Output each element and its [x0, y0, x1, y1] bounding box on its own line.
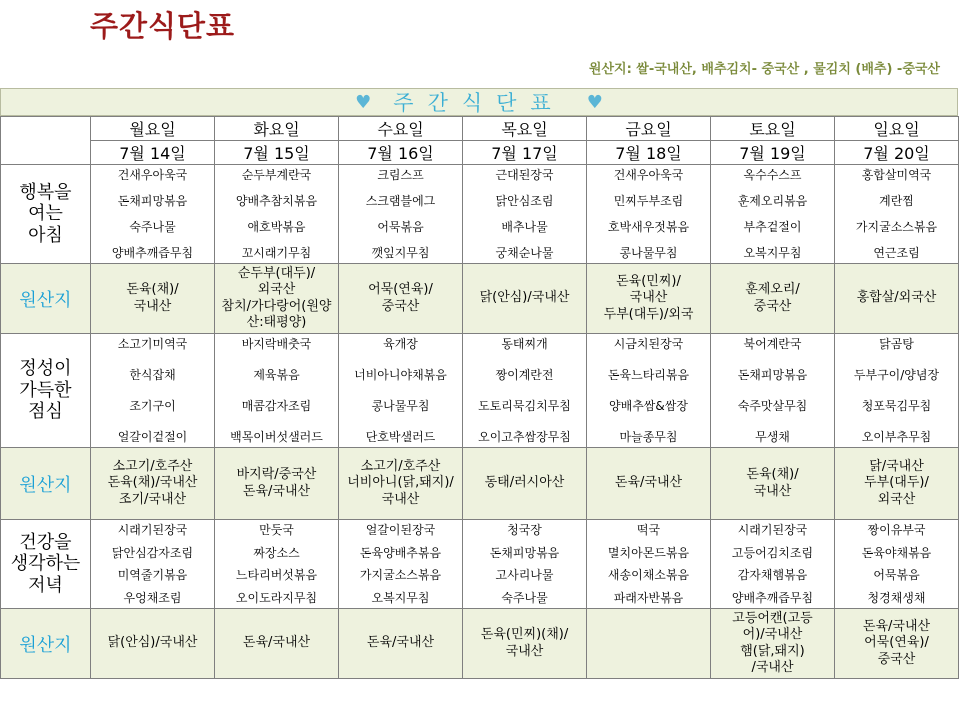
- menu-item: 느타리버섯볶음: [235, 568, 318, 583]
- date-header: 7월 20일: [835, 141, 959, 165]
- menu-list: [463, 334, 586, 447]
- menu-list: [339, 165, 462, 263]
- origin-cell: [835, 264, 959, 334]
- day-header: 금요일: [587, 117, 711, 141]
- origin-line: 참치/가다랑어(원양: [221, 298, 332, 314]
- menu-item: 홍합살미역국: [861, 168, 932, 182]
- menu-list: [91, 165, 214, 263]
- origin-cell: [587, 264, 711, 334]
- origin-cell: [215, 264, 339, 334]
- origin-cell: [835, 448, 959, 520]
- menu-item: 떡국: [636, 523, 661, 537]
- menu-item: 오이고추쌈장무침: [478, 429, 571, 444]
- meal-label-line: 저녁: [28, 574, 63, 596]
- menu-cell: [587, 334, 711, 448]
- menu-item: 계란찜: [879, 193, 914, 208]
- origin-line: 두부(대두)/: [864, 475, 929, 491]
- origin-row: [1, 448, 959, 520]
- menu-item: 배추나물: [501, 219, 548, 234]
- menu-item: 무생채: [755, 429, 790, 444]
- origin-cell: [215, 448, 339, 520]
- menu-list: [215, 520, 338, 608]
- menu-item: 건새우아욱국: [613, 168, 684, 182]
- origin-line: 고등어캔(고등: [732, 611, 813, 626]
- menu-cell: [463, 334, 587, 448]
- menu-cell: [835, 165, 959, 264]
- meal-label: [1, 165, 91, 264]
- meal-label-line: 행복을: [19, 181, 72, 203]
- day-header: 토요일: [711, 117, 835, 141]
- origin-note: 원산지: 쌀-국내산, 배추김치- 중국산 , 물김치 (배추) -중국산: [588, 62, 940, 77]
- origin-line: 너비아니(닭,돼지)/: [347, 475, 454, 491]
- origin-line: 중국산: [381, 298, 420, 314]
- menu-item: 호박새우젓볶음: [607, 219, 690, 234]
- menu-item: 스크램블에그: [365, 193, 436, 208]
- origin-line: 돈육/국내산: [366, 635, 435, 651]
- origin-line: 중국산: [877, 651, 916, 667]
- menu-item: 멸치아몬드볶음: [607, 545, 690, 560]
- origin-line: 햄(닭,돼지): [740, 643, 805, 659]
- origin-line: 외국산: [877, 491, 916, 507]
- origin-line: 소고기/호주산: [112, 459, 193, 475]
- origin-cell: [711, 609, 835, 679]
- menu-item: 양배추참치볶음: [235, 193, 318, 208]
- meal-row: [1, 520, 959, 609]
- menu-item: 미역줄기볶음: [117, 568, 188, 583]
- origin-line: 국내산: [753, 483, 792, 499]
- banner-title: 주간식단표: [393, 91, 565, 115]
- menu-cell: [463, 520, 587, 609]
- menu-cell: [215, 165, 339, 264]
- menu-item: 파래자반볶음: [613, 590, 684, 605]
- origin-line: /국내산: [751, 659, 794, 675]
- menu-item: 짜장소스: [253, 545, 300, 560]
- menu-item: 옥수수스프: [743, 168, 802, 182]
- menu-item: 양배추쌈&쌈장: [609, 398, 688, 413]
- menu-item: 돈육야채볶음: [861, 545, 932, 560]
- heart-icon: ♥: [355, 91, 372, 113]
- origin-line: 중국산: [753, 298, 792, 314]
- origin-line: 산:태평양): [246, 314, 307, 330]
- menu-cell: [711, 165, 835, 264]
- menu-cell: [91, 165, 215, 264]
- menu-item: 너비아니야채볶음: [354, 367, 447, 382]
- day-header: 화요일: [215, 117, 339, 141]
- menu-item: 돈채피망볶음: [489, 545, 560, 560]
- origin-line: 국내산: [505, 643, 544, 659]
- menu-cell: [587, 520, 711, 609]
- origin-line: 동태/러시아산: [484, 475, 565, 491]
- meal-label-line: 점심: [28, 401, 63, 423]
- origin-line: 돈육/국내산: [862, 619, 931, 635]
- origin-line: 국내산: [629, 290, 668, 306]
- menu-cell: [339, 520, 463, 609]
- meal-label-line: 건강을: [19, 531, 72, 553]
- menu-cell: [835, 520, 959, 609]
- meal-label-line: 생각하는: [10, 553, 81, 575]
- menu-item: 고등어김치조림: [731, 545, 814, 560]
- menu-item: 어묵볶음: [377, 219, 424, 234]
- menu-item: 가지굴소스볶음: [359, 568, 442, 583]
- menu-item: 바지락배춧국: [241, 337, 312, 351]
- origin-label: 원산지: [1, 264, 91, 334]
- menu-item: 닭안심조림: [495, 193, 554, 208]
- origin-line: 닭/국내산: [869, 459, 924, 475]
- menu-cell: [339, 334, 463, 448]
- menu-item: 닭안심감자조림: [111, 545, 194, 560]
- menu-list: [463, 165, 586, 263]
- menu-item: 오복지무침: [371, 590, 430, 605]
- date-header: 7월 16일: [339, 141, 463, 165]
- origin-line: 돈육(민찌)(채)/: [480, 627, 569, 643]
- date-header: 7월 14일: [91, 141, 215, 165]
- menu-item: 시래기된장국: [737, 523, 808, 537]
- origin-line: 조기/국내산: [118, 491, 187, 507]
- day-header: 월요일: [91, 117, 215, 141]
- origin-cell: [835, 609, 959, 679]
- menu-item: 청경채생채: [867, 590, 926, 605]
- origin-cell: [91, 448, 215, 520]
- origin-line: 어묵(연육)/: [864, 635, 929, 651]
- menu-item: 훈제오리볶음: [737, 193, 808, 208]
- menu-item: 청국장: [507, 523, 542, 537]
- date-header-row: [1, 141, 959, 165]
- menu-list: [711, 520, 834, 608]
- menu-item: 오이도라지무침: [235, 590, 318, 605]
- heart-icon: ♥: [586, 91, 603, 113]
- menu-cell: [91, 520, 215, 609]
- origin-line: 닭(안심)/국내산: [107, 635, 198, 651]
- origin-line: 돈육(채)/: [746, 467, 799, 483]
- origin-line: 순두부(대두)/: [237, 266, 316, 281]
- menu-list: [711, 165, 834, 263]
- menu-item: 짱이유부국: [867, 523, 926, 537]
- menu-item: 양배추깨즙무침: [731, 590, 814, 605]
- origin-line: 어)/국내산: [742, 627, 803, 643]
- menu-item: 조기구이: [129, 398, 176, 413]
- origin-cell: [587, 448, 711, 520]
- origin-label: 원산지: [1, 448, 91, 520]
- date-header: 7월 15일: [215, 141, 339, 165]
- menu-item: 시금치된장국: [613, 337, 684, 351]
- menu-item: 크림스프: [377, 168, 424, 182]
- origin-line: 소고기/호주산: [360, 459, 441, 475]
- meal-row: [1, 334, 959, 448]
- menu-list: [463, 520, 586, 608]
- origin-line: 바지락/중국산: [236, 467, 317, 483]
- origin-cell: [711, 448, 835, 520]
- origin-cell: [587, 609, 711, 679]
- menu-item: 마늘종무침: [619, 429, 678, 444]
- menu-item: 숙주맛살무침: [737, 398, 808, 413]
- origin-line: 돈육/국내산: [242, 483, 311, 499]
- menu-item: 시래기된장국: [117, 523, 188, 537]
- banner: [0, 88, 958, 116]
- menu-cell: [215, 520, 339, 609]
- origin-line: 닭(안심)/국내산: [479, 290, 570, 306]
- menu-item: 청포묵김무침: [861, 398, 932, 413]
- menu-cell: [215, 334, 339, 448]
- menu-item: 연근조림: [873, 245, 920, 260]
- menu-item: 두부구이/양념장: [853, 367, 940, 382]
- menu-item: 새송이채소볶음: [607, 568, 690, 583]
- date-header: 7월 17일: [463, 141, 587, 165]
- menu-list: [91, 520, 214, 608]
- menu-item: 제육볶음: [253, 367, 300, 382]
- meal-label-line: 여는: [28, 203, 63, 225]
- menu-item: 깻잎지무침: [371, 245, 430, 260]
- day-header: 일요일: [835, 117, 959, 141]
- origin-cell: [91, 264, 215, 334]
- menu-item: 돈채피망볶음: [737, 367, 808, 382]
- menu-item: 돈육느타리볶음: [607, 367, 690, 382]
- menu-item: 감자채햄볶음: [737, 568, 808, 583]
- origin-cell: [463, 448, 587, 520]
- menu-item: 북어계란국: [743, 337, 802, 351]
- menu-item: 돈채피망볶음: [117, 193, 188, 208]
- menu-item: 고사리나물: [495, 568, 554, 583]
- menu-cell: [835, 334, 959, 448]
- origin-cell: [339, 264, 463, 334]
- origin-line: 외국산: [257, 282, 296, 298]
- menu-cell: [339, 165, 463, 264]
- menu-table: [0, 116, 959, 679]
- menu-item: 돈육양배추볶음: [359, 545, 442, 560]
- origin-cell: [91, 609, 215, 679]
- corner-cell: [1, 117, 91, 165]
- menu-list: [835, 520, 958, 608]
- meal-label: [1, 520, 91, 609]
- meal-label-line: 정성이: [19, 358, 72, 380]
- meal-label-line: 가득한: [19, 379, 72, 401]
- origin-cell: [463, 609, 587, 679]
- menu-item: 순두부계란국: [241, 168, 312, 182]
- menu-item: 단호박샐러드: [365, 429, 436, 444]
- menu-item: 도토리묵김치무침: [478, 398, 571, 413]
- day-header: 수요일: [339, 117, 463, 141]
- origin-line: 돈육(채)/국내산: [107, 475, 198, 491]
- menu-item: 어묵볶음: [873, 568, 920, 583]
- menu-list: [339, 520, 462, 608]
- menu-item: 한식잡채: [129, 367, 176, 382]
- menu-item: 육개장: [383, 337, 418, 351]
- origin-row: [1, 609, 959, 679]
- origin-cell: [339, 609, 463, 679]
- menu-item: 짱이계란전: [495, 367, 554, 382]
- menu-item: 부추겉절이: [743, 219, 802, 234]
- day-header: 목요일: [463, 117, 587, 141]
- origin-row: [1, 264, 959, 334]
- day-header-row: [1, 117, 959, 141]
- menu-list: [835, 334, 958, 447]
- menu-item: 건새우아욱국: [117, 168, 188, 182]
- meal-label-line: 아침: [28, 224, 63, 246]
- origin-line: 돈육/국내산: [242, 635, 311, 651]
- menu-item: 가지굴소스볶음: [855, 219, 938, 234]
- date-header: 7월 19일: [711, 141, 835, 165]
- menu-item: 백목이버섯샐러드: [230, 429, 323, 444]
- menu-item: 오이부추무침: [861, 429, 932, 444]
- menu-list: [711, 334, 834, 447]
- menu-item: 양배추깨즙무침: [111, 245, 194, 260]
- page-title: 주간식단표: [90, 9, 236, 43]
- menu-cell: [711, 334, 835, 448]
- menu-item: 얼갈이겉절이: [117, 429, 188, 444]
- menu-list: [339, 334, 462, 447]
- menu-item: 우엉채조림: [123, 590, 182, 605]
- origin-cell: [215, 609, 339, 679]
- menu-item: 소고기미역국: [117, 337, 188, 351]
- menu-list: [587, 334, 710, 447]
- origin-cell: [339, 448, 463, 520]
- menu-item: 오복지무침: [743, 245, 802, 260]
- menu-cell: [91, 334, 215, 448]
- menu-item: 숙주나물: [501, 590, 548, 605]
- menu-item: 동태찌개: [501, 337, 548, 351]
- menu-item: 콩나물무침: [619, 245, 678, 260]
- origin-line: 돈육(민찌)/: [616, 274, 681, 290]
- menu-item: 민찌두부조림: [613, 193, 684, 208]
- menu-item: 애호박볶음: [247, 219, 306, 234]
- origin-line: 훈제오리/: [745, 282, 800, 298]
- menu-list: [215, 165, 338, 263]
- menu-list: [587, 520, 710, 608]
- origin-cell: [711, 264, 835, 334]
- origin-line: 돈육/국내산: [614, 475, 683, 491]
- origin-line: 어묵(연육)/: [368, 282, 433, 298]
- menu-item: 궁채순나물: [495, 245, 554, 260]
- origin-cell: [463, 264, 587, 334]
- meal-row: [1, 165, 959, 264]
- menu-list: [215, 334, 338, 447]
- origin-line: 홍합살/외국산: [856, 290, 937, 306]
- menu-item: 만둣국: [259, 523, 294, 537]
- menu-item: 근대된장국: [495, 168, 554, 182]
- origin-line: 국내산: [381, 491, 420, 507]
- menu-list: [587, 165, 710, 263]
- menu-item: 콩나물무침: [371, 398, 430, 413]
- menu-cell: [711, 520, 835, 609]
- date-header: 7월 18일: [587, 141, 711, 165]
- menu-item: 숙주나물: [129, 219, 176, 234]
- menu-item: 얼갈이된장국: [365, 523, 436, 537]
- menu-list: [91, 334, 214, 447]
- origin-line: 국내산: [133, 298, 172, 314]
- origin-line: 두부(대두)/외국: [603, 306, 694, 322]
- origin-line: 돈육(채)/: [126, 282, 179, 298]
- menu-item: 매콤감자조림: [241, 398, 312, 413]
- origin-label: 원산지: [1, 609, 91, 679]
- meal-label: [1, 334, 91, 448]
- menu-cell: [463, 165, 587, 264]
- menu-item: 꼬시래기무침: [241, 245, 312, 260]
- menu-item: 닭곰탕: [879, 337, 914, 351]
- menu-list: [835, 165, 958, 263]
- menu-cell: [587, 165, 711, 264]
